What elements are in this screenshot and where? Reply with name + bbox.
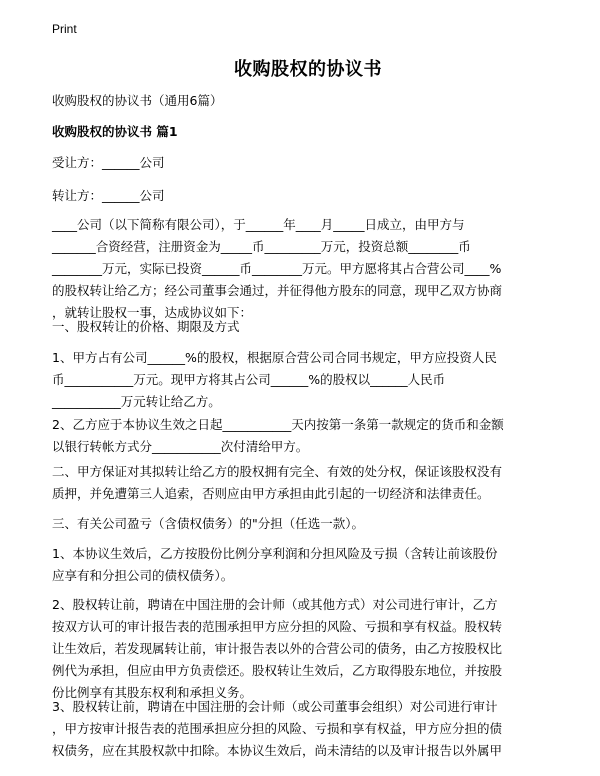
print-link[interactable]: Print [52,22,77,36]
paragraph-line: 质押，并免遭第三人追索，否则应由甲方承担由此引起的一切经济和法律责任。 [52,486,490,501]
paragraph-line: 的股权转让给乙方；经公司董事会通过，并征得他方股东的同意，现甲乙双方协商 [52,283,503,298]
paragraph-line: 按双方认可的审计报告表的范围承担甲方应分担的风险、亏损和享有权益。股权转 [52,619,503,634]
paragraph-line: ，甲方按审计报告表的范围承担应分担的风险、亏损和享有权益，甲方应分担的债 [52,721,503,736]
paragraph-line: 3、股权转让前，聘请在中国注册的会计师（或公司董事会组织）对公司进行审计 [52,699,498,714]
transferee-line: 受让方：______公司 [52,155,165,170]
paragraph-line: 以银行转帐方式分___________次付清给甲方。 [52,439,309,454]
paragraph-s1-p2 [52,414,564,458]
paragraph-line: 2、股权转让前，聘请在中国注册的会计师（或其他方式）对公司进行审计，乙方 [52,597,498,612]
paragraph-line: ________万元，实际已投资______币________万元。甲方愿将其占合营公司____% [52,261,502,276]
paragraph-line: ___________万元转让给乙方。 [52,394,221,409]
paragraph-line: 权债务，应在其股权款中扣除。本协议生效后，尚未清结的以及审计报告以外属甲 [52,743,503,758]
paragraph-s3-p2 [52,594,564,704]
paragraph-line: 一、股权转让的价格、期限及方式 [52,319,240,334]
paragraph-s3-p1 [52,543,564,587]
section-heading: 收购股权的协议书 篇1 [52,124,178,139]
paragraph-line: 份比例享有其股东权利和承担义务。 [52,685,253,700]
section-3-heading [52,513,564,535]
paragraph-line: 让生效后，若发现属转让前，审计报告表以外的合营公司的债务，由乙方按股权比 [52,641,503,656]
paragraph-line: 1、甲方占有公司______%的股权，根据原合营公司合同书规定，甲方应投资人民 [52,350,497,365]
paragraph-line: 例代为承担，但应由甲方负责偿还。股权转让生效后，乙方取得股东地位，并按股 [52,663,503,678]
paragraph-line: 1、本协议生效后，乙方按股份比例分享利润和分担风险及亏损（含转让前该股份 [52,546,498,561]
paragraph-line: 应享有和分担公司的债权债务）。 [52,568,234,583]
paragraph-line: 币___________万元。现甲方将其占公司______%的股权以______人民币 [52,372,446,387]
paragraph-s1-p1 [52,347,564,413]
paragraph-s3-p3 [52,696,564,762]
document-subtitle: 收购股权的协议书（通用6篇） [52,93,223,108]
section-1-heading [52,316,564,338]
paragraph-line: ，就转让股权一事，达成协议如下： [52,305,253,320]
paragraph-line: 三、有关公司盈亏（含债权债务）的"分担（任选一款）。 [52,516,365,531]
paragraph-line: _______合资经营，注册资金为_____币_________万元，投资总额________币 [52,239,471,254]
paragraph-line: 2、乙方应于本协议生效之日起___________天内按第一条第一款规定的货币和金额 [52,417,504,432]
document-title: 收购股权的协议书 [234,59,382,80]
paragraph-line: ____公司（以下简称有限公司），于______年____月_____日成立，由甲方与 [52,217,465,232]
paragraph-line: 二、甲方保证对其拟转让给乙方的股权拥有完全、有效的处分权，保证该股权没有 [52,464,503,479]
paragraph-intro [52,214,564,324]
paragraph-s2 [52,461,564,505]
transferor-line: 转让方：______公司 [52,188,165,203]
